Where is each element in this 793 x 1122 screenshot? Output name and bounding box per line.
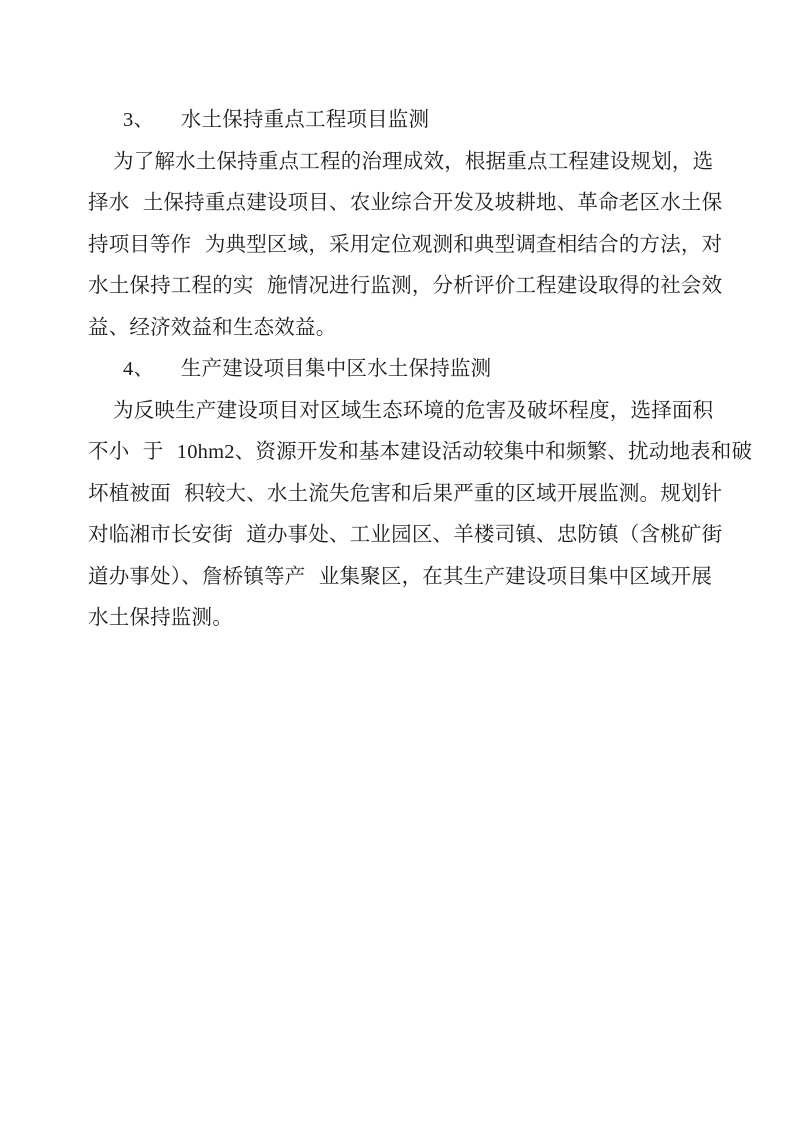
text-line: 对临湘市长安街 道办事处、工业园区、羊楼司镇、忠防镇（含桃矿街 xyxy=(88,524,723,546)
section-heading-3: 3、 水土保持重点工程项目监测 xyxy=(123,109,430,131)
text-block xyxy=(88,100,753,640)
text-line: 水土保持工程的实 施情况进行监测，分析评价工程建设取得的社会效 xyxy=(88,275,723,297)
text-line: 择水 土保持重点建设项目、农业综合开发及坡耕地、革命老区水土保 xyxy=(88,192,723,214)
text-line: 道办事处）、詹桥镇等产 业集聚区，在其生产建设项目集中区域开展 xyxy=(88,565,713,588)
text-line: 为了解水土保持重点工程的治理成效，根据重点工程建设规划，选 xyxy=(113,150,714,173)
text-line: 持项目等作 为典型区域，采用定位观测和典型调查相结合的方法，对 xyxy=(88,233,723,256)
text-line: 坏植被面 积较大、水土流失危害和后果严重的区域开展监测。规划针 xyxy=(88,482,723,505)
section-heading-4: 4、 生产建设项目集中区水土保持监测 xyxy=(123,358,492,380)
text-line: 水土保持监测。 xyxy=(88,607,233,629)
text-line: 不小 于 10hm2、资源开发和基本建设活动较集中和频繁、扰动地表和破 xyxy=(88,441,753,463)
text-line: 益、经济效益和生态效益。 xyxy=(88,316,337,339)
text-line: 为反映生产建设项目对区域生态环境的危害及破坏程度，选择面积 xyxy=(113,399,714,422)
